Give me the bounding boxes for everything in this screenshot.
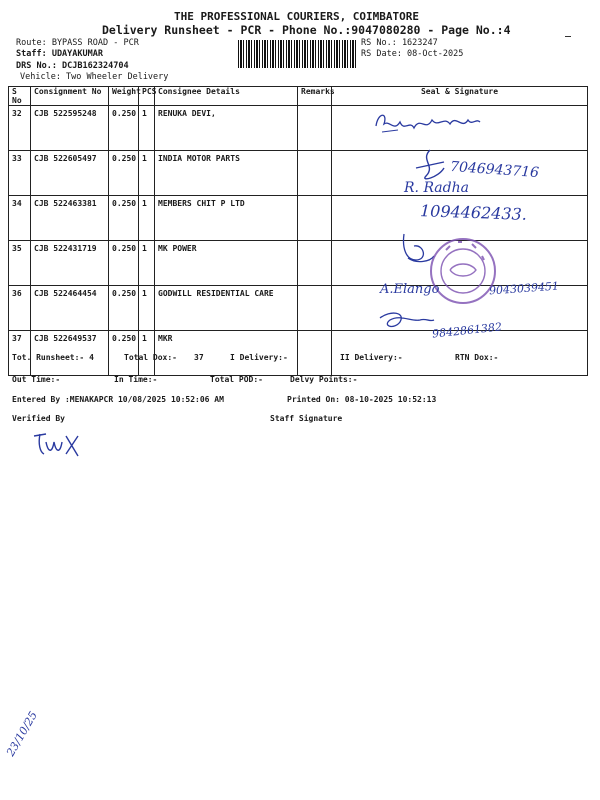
runsheet-subtitle: Delivery Runsheet - PCR - Phone No.:9047080280 - Page No.:4 (102, 23, 511, 37)
table-row (9, 241, 588, 286)
i-delivery: I Delivery:- (230, 353, 288, 362)
cell-remarks (298, 196, 332, 241)
signature-row32 (370, 106, 500, 140)
total-dox-value: 37 (194, 353, 204, 362)
corner-mark (565, 36, 571, 37)
handwritten-phone-row33: 7046943716 (449, 158, 540, 182)
staff-label: Staff: UDAYAKUMAR (16, 49, 103, 59)
company-title: THE PROFESSIONAL COURIERS, COIMBATORE (174, 10, 420, 23)
drs-label: DRS No.: DCJB162324704 (16, 61, 129, 71)
out-time: Out Time:- (12, 375, 61, 384)
delvy-points: Delvy Points:- (290, 375, 358, 384)
cell-consignee: MEMBERS CHIT P LTD (155, 196, 298, 241)
cell-pcs: 1 (139, 151, 155, 196)
entered-by: Entered By :MENAKAPCR 10/08/2025 10:52:06 AM (12, 395, 224, 404)
cell-consignee: INDIA MOTOR PARTS (155, 151, 298, 196)
rs-date: RS Date: 08-Oct-2025 (361, 49, 464, 59)
col-pcs: PCS (139, 87, 155, 106)
printed-on: Printed On: 08-10-2025 10:52:13 (287, 395, 437, 404)
signature-row33 (410, 148, 450, 184)
cell-consignment: CJB 522464454 (31, 286, 109, 331)
staff-signature: Staff Signature (270, 414, 343, 423)
cell-consignment: CJB 522649537 (31, 331, 109, 376)
cell-pcs: 1 (139, 331, 155, 376)
vehicle-label: Vehicle: Two Wheeler Delivery (20, 72, 169, 82)
route-label: Route: BYPASS ROAD - PCR (16, 38, 139, 48)
verified-initials (30, 428, 82, 460)
cell-sno: 35 (9, 241, 31, 286)
cell-consignee: RENUKA DEVI, (155, 106, 298, 151)
total-dox-label: Total Dox:- (124, 353, 177, 362)
handwritten-name-row34: R. Radha (404, 180, 469, 196)
signature-row37 (376, 308, 436, 334)
cell-remarks (298, 286, 332, 331)
in-time: In Time:- (114, 375, 158, 384)
verified-by: Verified By (12, 414, 65, 423)
cell-consignee: GODWILL RESIDENTIAL CARE (155, 286, 298, 331)
tot-runsheet: Tot. Runsheet:- 4 (12, 353, 94, 362)
cell-remarks (298, 241, 332, 286)
cell-sno: 37 (9, 331, 31, 376)
cell-sno: 32 (9, 106, 31, 151)
cell-weight: 0.250 (109, 106, 139, 151)
cell-weight: 0.250 (109, 331, 139, 376)
table-header-row (9, 87, 588, 106)
rtn-dox: RTN Dox:- (455, 353, 499, 362)
cell-weight: 0.250 (109, 286, 139, 331)
col-seal: Seal & Signature (332, 87, 588, 106)
col-weight: Weight (109, 87, 139, 106)
cell-pcs: 1 (139, 106, 155, 151)
cell-consignment: CJB 522605497 (31, 151, 109, 196)
cell-weight: 0.250 (109, 196, 139, 241)
margin-handwritten-note: 23/10/25 (4, 709, 40, 759)
cell-pcs: 1 (139, 196, 155, 241)
cell-consignment: CJB 522463381 (31, 196, 109, 241)
cell-remarks (298, 106, 332, 151)
cell-remarks (298, 151, 332, 196)
cell-consignee: MKR (155, 331, 298, 376)
ii-delivery: II Delivery:- (340, 353, 403, 362)
table-row (9, 106, 588, 151)
handwritten-name-row36: A.Elango (380, 282, 440, 297)
cell-weight: 0.250 (109, 151, 139, 196)
barcode (238, 40, 356, 68)
col-remarks: Remarks (298, 87, 332, 106)
col-consignment: Consignment No (31, 87, 109, 106)
cell-sno: 36 (9, 286, 31, 331)
col-consignee: Consignee Details (155, 87, 298, 106)
total-pod: Total POD:- (210, 375, 263, 384)
handwritten-phone-row37: 9842861382 (431, 320, 503, 341)
col-sno: S No (9, 87, 31, 106)
rs-number: RS No.: 1623247 (361, 38, 438, 48)
cell-consignee: MK POWER (155, 241, 298, 286)
cell-remarks (298, 331, 332, 376)
cell-pcs: 1 (139, 286, 155, 331)
cell-pcs: 1 (139, 241, 155, 286)
cell-sno: 34 (9, 196, 31, 241)
cell-sno: 33 (9, 151, 31, 196)
cell-weight: 0.250 (109, 241, 139, 286)
handwritten-phone-row34: 1094462433. (419, 201, 528, 224)
cell-consignment: CJB 522595248 (31, 106, 109, 151)
table-row (9, 331, 588, 376)
cell-consignment: CJB 522431719 (31, 241, 109, 286)
handwritten-phone-row36: 9043039451 (488, 279, 560, 298)
